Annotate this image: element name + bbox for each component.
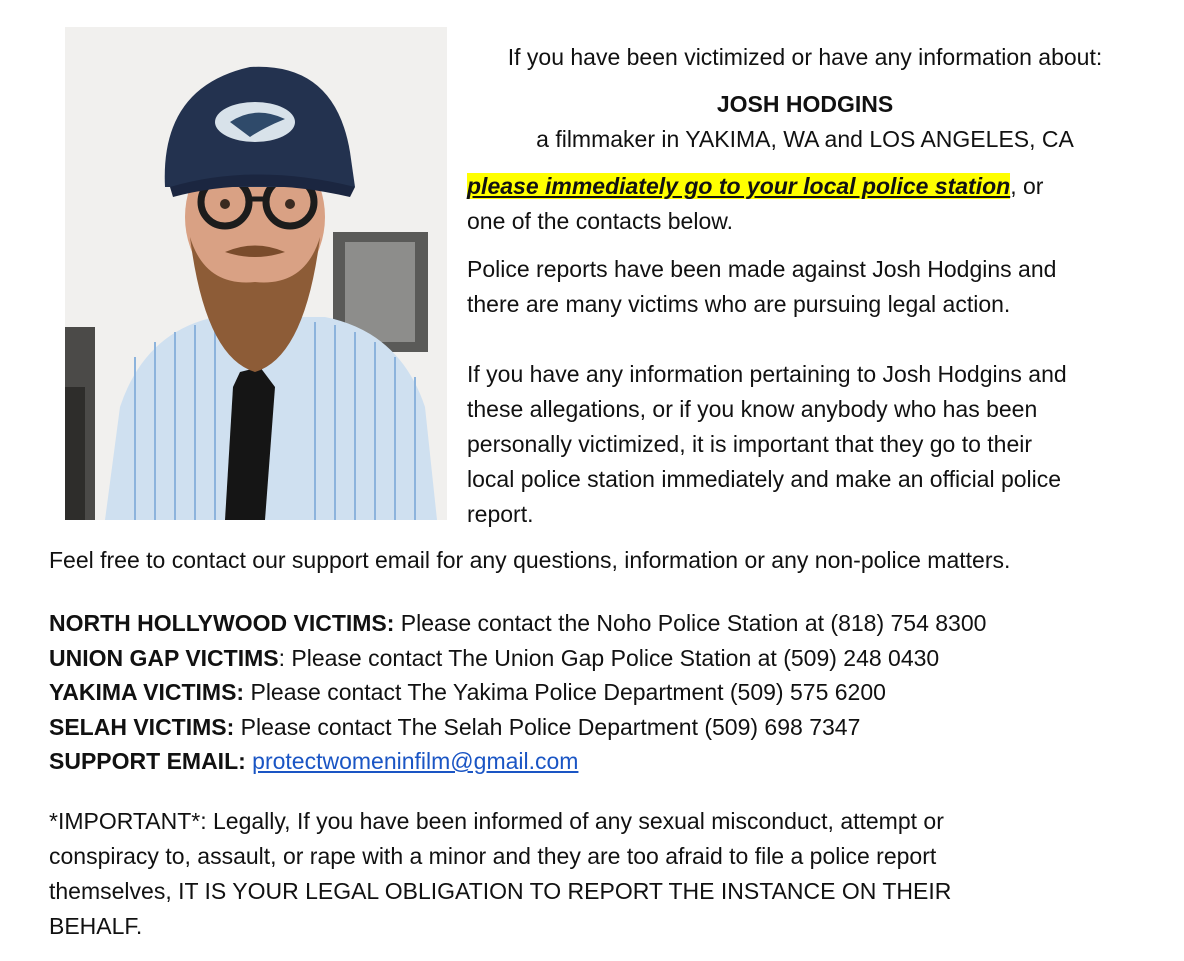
support-email-label: SUPPORT EMAIL: [49, 748, 246, 774]
contact-text: Please contact the Noho Police Station at (818) 754 8300 [394, 610, 987, 636]
reports-line-2: there are many victims who are pursuing legal action. [467, 291, 1011, 317]
information-paragraph [467, 357, 1067, 532]
contact-text: Please contact The Selah Police Department (509) 698 7347 [234, 713, 861, 740]
info-line-3: personally victimized, it is important that they go to their [467, 431, 1033, 457]
suspect-name: JOSH HODGINS [716, 91, 894, 117]
contact-union-gap [49, 641, 986, 676]
contact-support-email [49, 744, 986, 779]
important-notice [49, 804, 951, 944]
suspect-role: a filmmaker in YAKIMA, WA and LOS ANGELES, CA [536, 126, 1074, 152]
important-line-2: conspiracy to, assault, or rape with a minor and they are too afraid to file a police report [49, 843, 937, 869]
info-line-5: report. [467, 501, 534, 527]
info-line-2: these allegations, or if you know anybody who has been [467, 396, 1038, 422]
contacts-list [49, 606, 986, 779]
contact-selah [49, 710, 986, 745]
info-line-1: If you have any information pertaining to Josh Hodgins and [467, 361, 1067, 387]
contact-text: Please contact The Yakima Police Department (509) 575 6200 [244, 679, 886, 705]
instruction-suffix: , or [1010, 173, 1044, 199]
person-photo-illustration [65, 27, 447, 520]
important-line-3: themselves, IT IS YOUR LEGAL OBLIGATION TO REPORT THE INSTANCE ON THEIR [49, 878, 952, 904]
instruction-line-2: one of the contacts below. [467, 208, 733, 234]
info-line-4: local police station immediately and make an official police [467, 466, 1062, 492]
police-station-instruction [467, 169, 1043, 204]
contact-label: SELAH VICTIMS: [49, 713, 235, 740]
intro-text: If you have been victimized or have any information about: [507, 44, 1103, 70]
police-reports-paragraph [467, 252, 1056, 322]
contact-label: YAKIMA VICTIMS: [49, 679, 245, 705]
contact-yakima [49, 675, 986, 710]
support-note: Feel free to contact our support email for any questions, information or any non-police matters. [49, 547, 1011, 573]
contact-text: : Please contact The Union Gap Police Station at (509) 248 0430 [278, 644, 940, 671]
important-line-4: BEHALF. [49, 913, 143, 939]
reports-line-1: Police reports have been made against Josh Hodgins and [467, 256, 1057, 282]
important-line-1: *IMPORTANT*: Legally, If you have been informed of any sexual misconduct, attempt or [49, 808, 944, 834]
contact-label: UNION GAP VICTIMS [49, 644, 279, 671]
support-email-link[interactable]: protectwomeninfilm@gmail.com [252, 748, 579, 774]
contact-north-hollywood [49, 606, 986, 641]
contact-label: NORTH HOLLYWOOD VICTIMS: [49, 610, 395, 636]
person-photo [65, 27, 447, 520]
highlighted-instruction: please immediately go to your local police station [467, 173, 1011, 199]
